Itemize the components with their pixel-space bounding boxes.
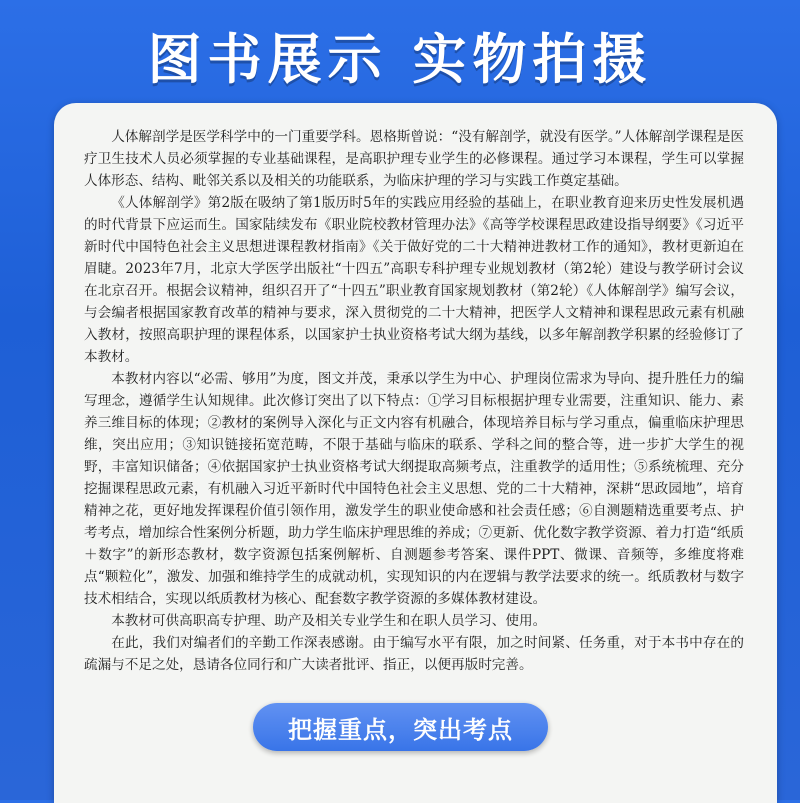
paragraph-intro: 人体解剖学是医学科学中的一门重要学科。恩格斯曾说：“没有解剖学，就没有医学。”人体解剖学课程是医疗卫生技术人员必须掌握的专业基础课程，是高职护理专业学生的必修课程。通过学习本课程，学生可以掌握人体形态、结构、毗邻关系以及相关的功能联系，为临床护理的学习与实践工作奠定基础。 xyxy=(84,129,744,189)
page-text xyxy=(84,126,744,676)
highlight-badge: 把握重点，突出考点 xyxy=(253,703,548,751)
paragraph-features: 本教材内容以“必需、够用”为度，图文并茂，秉承以学生为中心、护理岗位需求为导向、提升胜任力的编写理念，遵循学生认知规律。此次修订突出了以下特点：①学习目标根据护理专业需要，注重知识、能力、素养三维目标的体现；②教材的案例导入深化与正文内容有机融合，体现培养目标与学习重点，偏重临床护理思维，突出应用；③知识链接拓宽范畴，不限于基础与临床的联系、学科之间的整合等，进一步扩大学生的视野，丰富知识储备；④依据国家护士执业资格考试大纲提取高频考点，注重教学的适用性；⑤系统梳理、充分挖掘课程思政元素，有机融入习近平新时代中国特色社会主义思想、党的二十大精神，深耕“思政园地”，培育精神之花，更好地发挥课程价值引领作用，激发学生的职业使命感和社会责任感；⑥自测题精选重要考点、护考考点，增加综合性案例分析题，助力学生临床护理思维的养成；⑦更新、优化数字教学资源、着力打造“纸质＋数字”的新形态教材，数字资源包括案例解析、自测题参考答案、课件PPT、微课、音频等，多维度将难点“颗粒化”，激发、加强和维持学生的成就动机，实现知识的内在逻辑与教学法要求的统一。纸质教材与数字技术相结合，实现以纸质教材为核心、配套数字教学资源的多媒体教材建设。 xyxy=(84,371,744,607)
paragraph-background: 《人体解剖学》第2版在吸纳了第1版历时5年的实践应用经验的基础上，在职业教育迎来历史性发展机遇的时代背景下应运而生。国家陆续发布《职业院校教材管理办法》《高等学校课程思政建设指导纲要》《习近平新时代中国特色社会主义思想进课程教材指南》《关于做好党的二十大精神进教材工作的通知》，教材更新迫在眉睫。2023年7月，北京大学医学出版社“十四五”高职专科护理专业规划教材（第2轮）建设与教学研讨会议在北京召开。根据会议精神，组织召开了“十四五”职业教育国家规划教材（第2轮）《人体解剖学》编写会议，与会编者根据国家教育改革的精神与要求，深入贯彻党的二十大精神，把医学人文精神和课程思政元素有机融入教材，按照高职护理的课程体系，以国家护士执业资格考试大纲为基线，以多年解剖教学积累的经验修订了本教材。 xyxy=(84,195,744,365)
banner-title: 图书展示 实物拍摄 xyxy=(147,27,653,91)
paragraph-thanks: 在此，我们对编者们的辛勤工作深表感谢。由于编写水平有限，加之时间紧、任务重，对于本书中存在的疏漏与不足之处，恳请各位同行和广大读者批评、指正，以便再版时完善。 xyxy=(84,635,744,673)
banner xyxy=(0,0,800,110)
paragraph-audience: 本教材可供高职高专护理、助产及相关专业学生和在职人员学习、使用。 xyxy=(111,613,547,629)
book-page xyxy=(54,103,777,803)
